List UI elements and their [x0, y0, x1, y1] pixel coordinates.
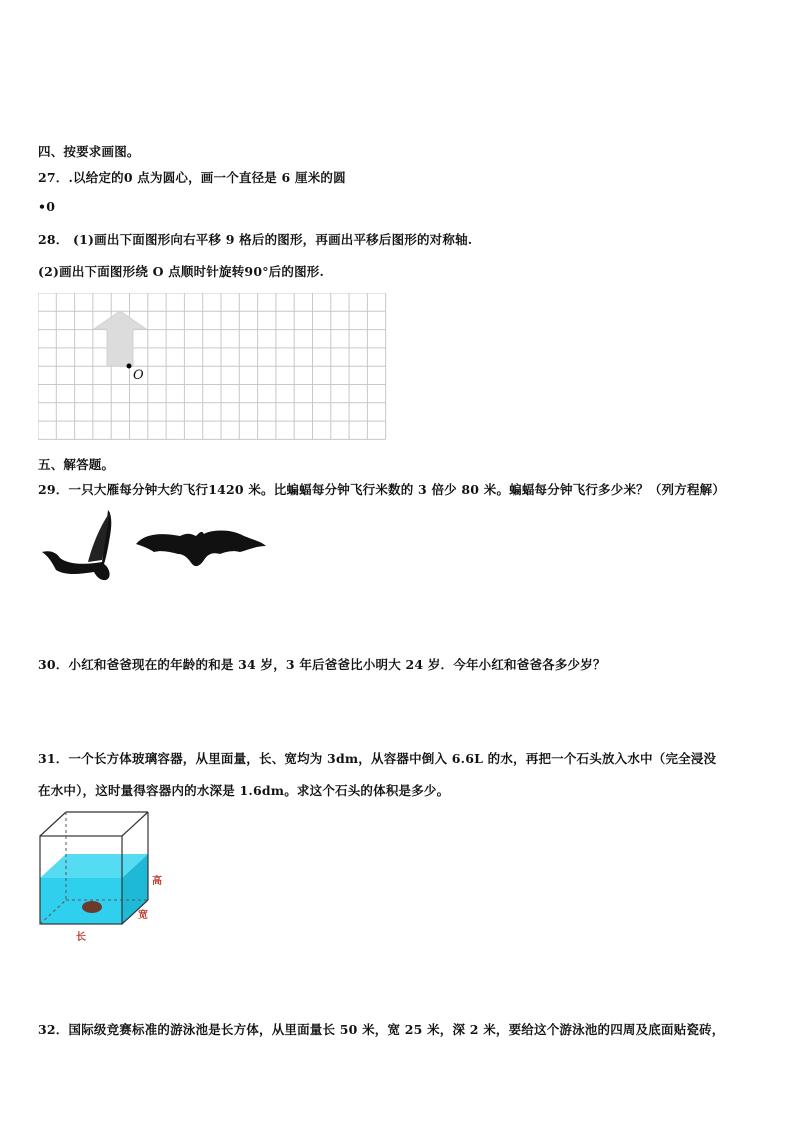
point-o-label: O [133, 368, 144, 383]
question-30-text: 30．小红和爸爸现在的年龄的和是 34 岁，3 年后爸爸比小明大 24 岁．今年小红和爸爸各多少岁？ [38, 657, 606, 672]
width-label: 宽 [138, 910, 148, 921]
glass-container-figure [36, 808, 166, 948]
question-31-line-2: 在水中），这时量得容器内的水深是 1.6dm。求这个石头的体积是多少。 [38, 783, 450, 798]
stone-shape [82, 901, 102, 913]
question-27-text: 27．.以给定的0 点为圆心，画一个直径是 6 厘米的圆 [38, 170, 346, 185]
goose-and-bat-illustration [40, 506, 270, 586]
rotation-grid-figure [38, 293, 388, 441]
goose-icon [42, 510, 111, 580]
rotation-center-point [127, 364, 132, 369]
water-front-face [40, 878, 122, 924]
grid-lines [38, 293, 386, 439]
question-31-line-1: 31．一个长方体玻璃容器，从里面量，长、宽均为 3dm，从容器中倒入 6.6L 的水，再把一个石头放入水中（完全浸没 [38, 751, 717, 766]
question-28-line-1: 28． (1)画出下面图形向右平移 9 格后的图形，再画出平移后图形的对称轴. [38, 232, 473, 247]
question-28-line-2: (2)画出下面图形绕 O 点顺时针旋转90°后的图形. [38, 264, 325, 279]
question-29-text: 29．一只大雁每分钟大约飞行1420 米。比蝙蝠每分钟飞行米数的 3 倍少 80 米。蝙蝠每分钟飞行多少米？（列方程解） [38, 482, 726, 497]
question-27-point-label: •0 [38, 199, 56, 214]
up-arrow-shape [94, 311, 146, 366]
length-label: 长 [76, 932, 86, 943]
question-32-text: 32．国际级竞赛标准的游泳池是长方体，从里面量长 50 米，宽 25 米，深 2 米，要给这个游泳池的四周及底面贴瓷砖， [38, 1022, 725, 1037]
bat-icon [136, 531, 266, 567]
section-4-heading: 四、按要求画图。 [38, 144, 140, 159]
section-5-heading: 五、解答题。 [38, 457, 115, 472]
height-label: 高 [152, 876, 162, 887]
